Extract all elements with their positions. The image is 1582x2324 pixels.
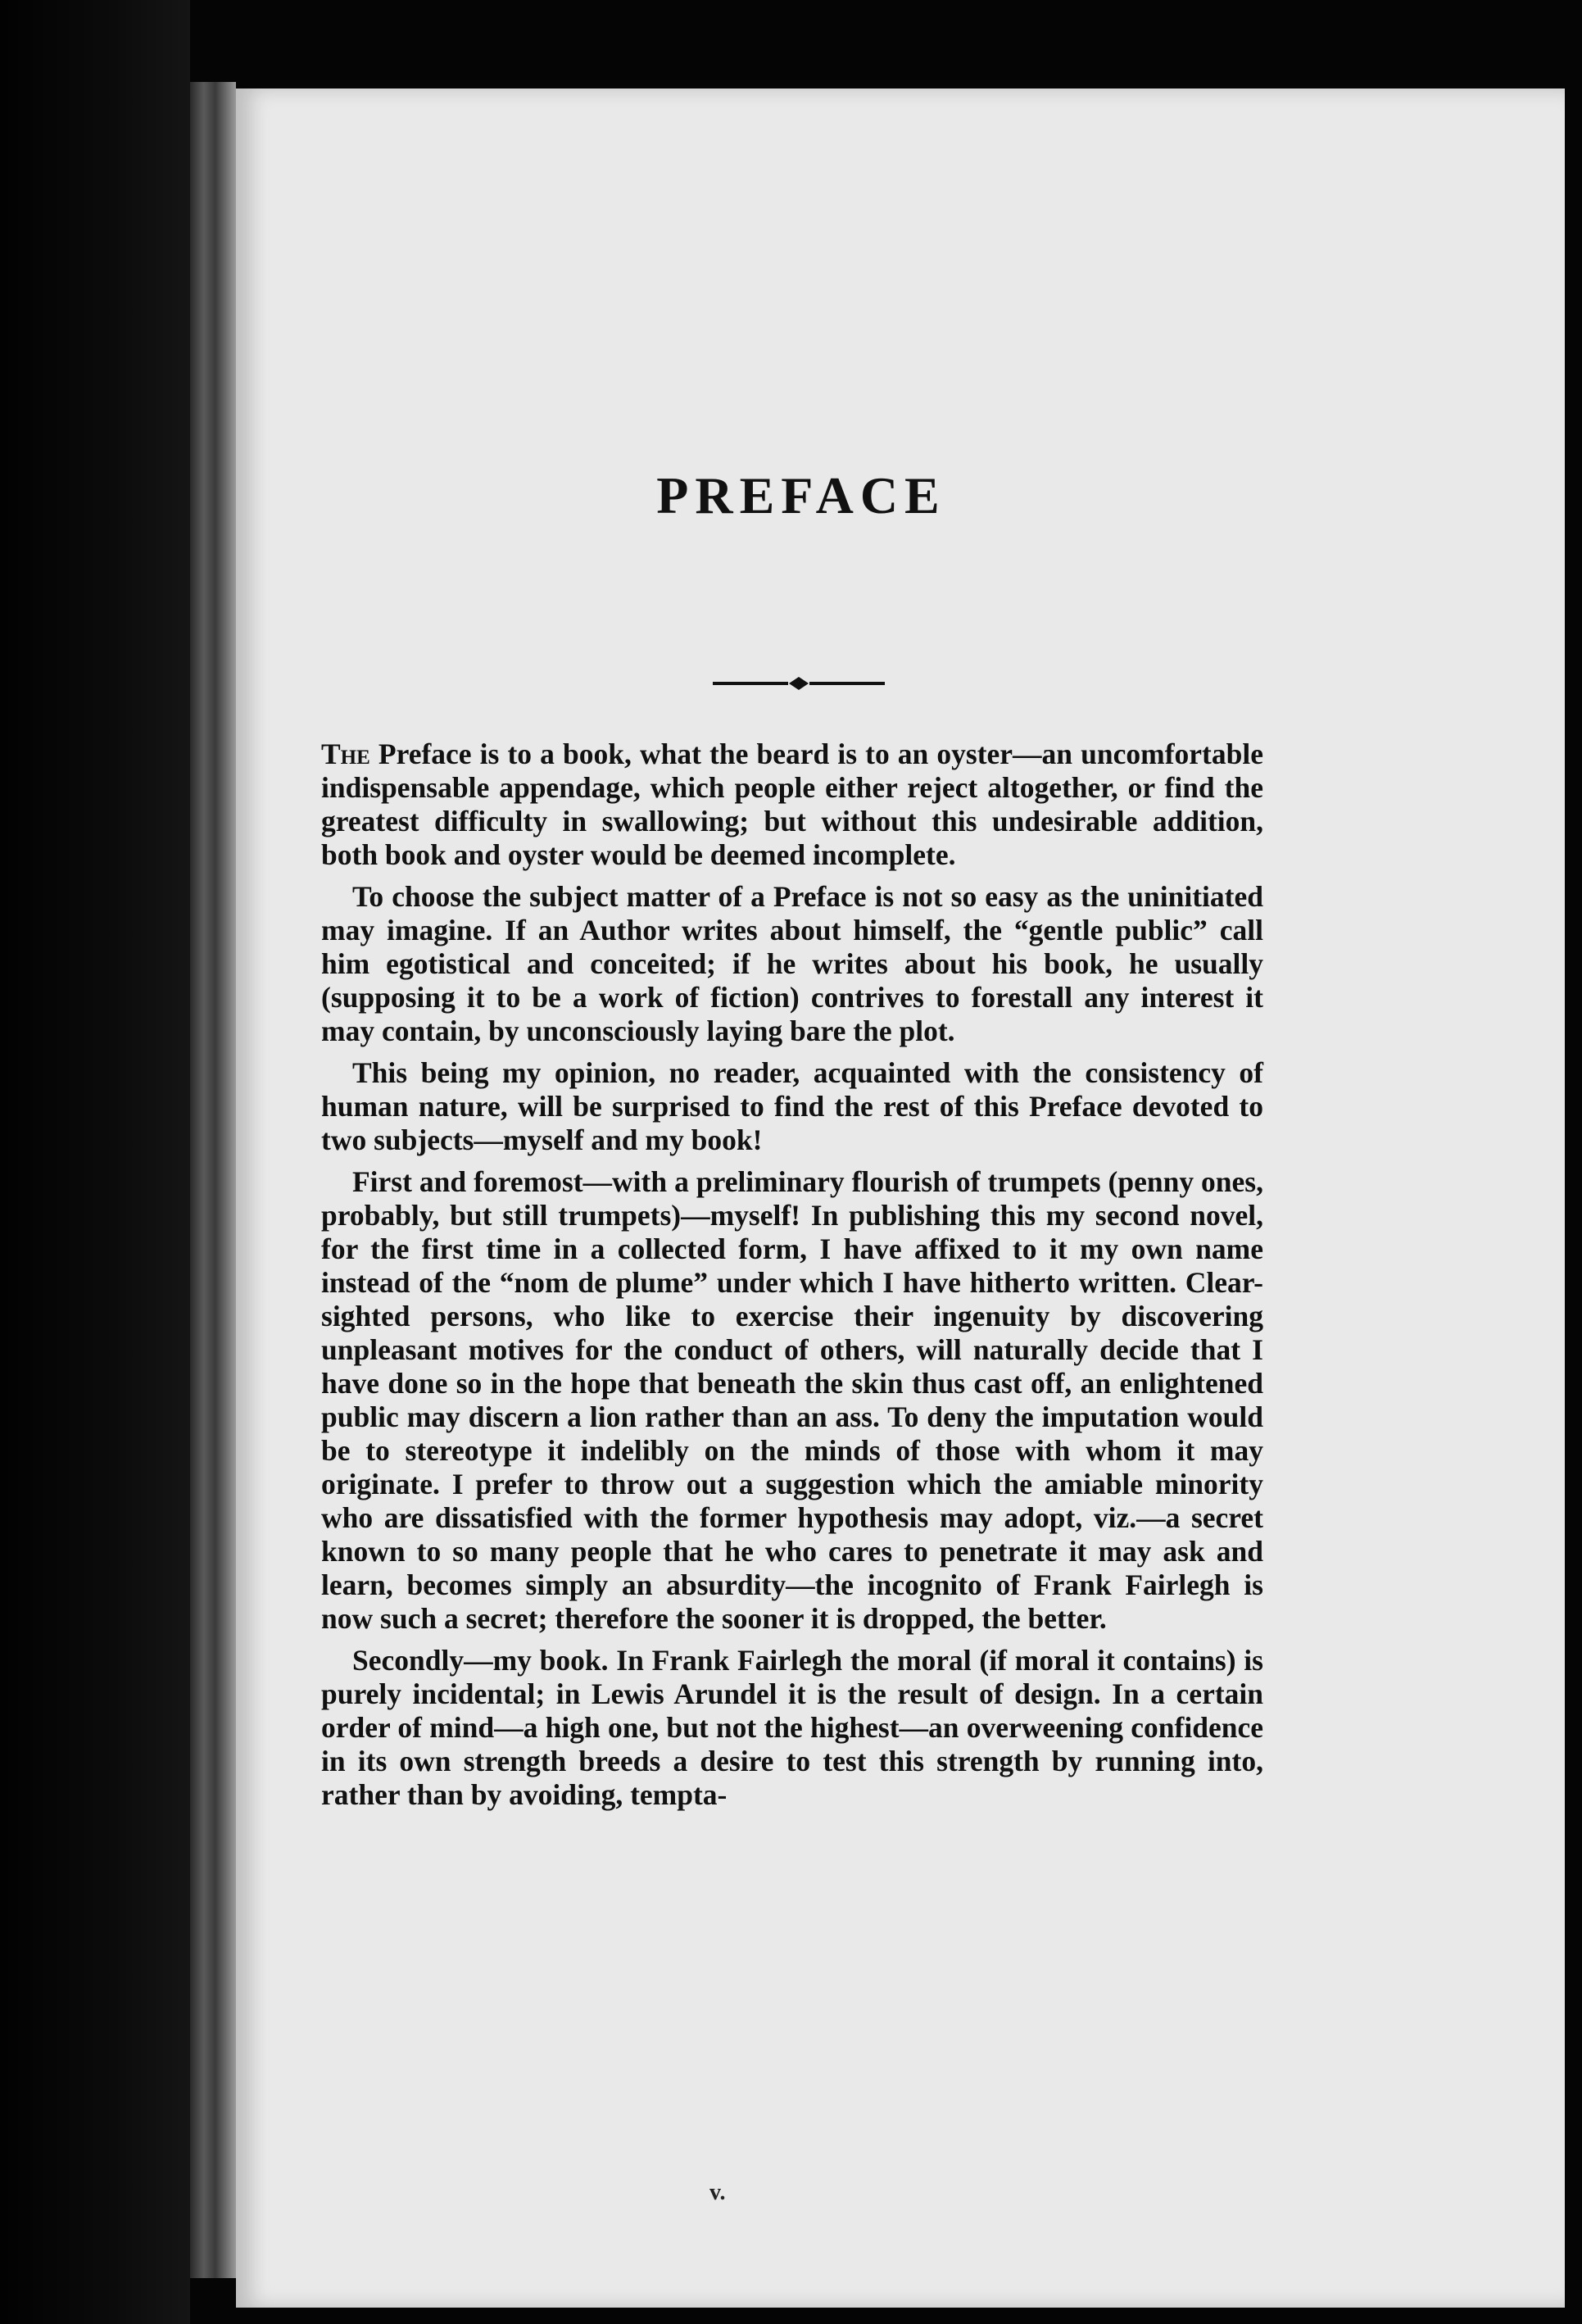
paragraph-1-text: Preface is to a book, what the beard is to an oyster—an uncomfortable indispensable appendage, which people either reject altogether, or find the greatest difficulty in swallowing; but without this undesirable addition, both book and oyster would be deemed incomplete. [321,738,1263,871]
paragraph-3: This being my opinion, no reader, acquainted with the consistency of human nature, will be surprised to find the rest of this Preface devoted to two subjects—myself and my book! [321,1056,1263,1156]
heading-container [318,465,1285,526]
preface-body [321,738,1263,1820]
page-gutter [190,82,236,2278]
opening-word: The [321,738,370,770]
paragraph-1 [321,738,1263,872]
paragraph-4: First and foremost—with a preliminary flourish of trumpets (penny ones, probably, but still trumpets)—myself! In publishing this my second novel, for the first time in a collected form, I have affixed to it my own name instead of the “nom de plume” under which I have hitherto written. Clear-sighted persons, who like to exercise their ingenuity by discovering unpleasant motives for the conduct of others, will naturally decide that I have done so in the hope that beneath the skin thus cast off, an enlightened public may discern a lion rather than an ass. To deny the imputation would be to stereotype it indelibly on the minds of those with whom it may originate. I prefer to throw out a suggestion which the amiable minority who are dissatisfied with the former hypothesis may adopt, viz.—a secret known to so many people that he who cares to penetrate it may ask and learn, becomes simply an absurdity—the incognito of Frank Fairlegh is now such a secret; therefore the sooner it is dropped, the better. [321,1165,1263,1635]
ornament-rule-icon [713,674,885,693]
paragraph-2: To choose the subject matter of a Preface is not so easy as the uninitiated may imagine. If an Author writes about himself, the “gentle public” call him egotistical and conceited; if he writes about his book, he usually (supposing it to be a work of fiction) contrives to forestall any interest it may contain, by unconsciously laying bare the plot. [321,880,1263,1047]
paragraph-5: Secondly—my book. In Frank Fairlegh the moral (if moral it contains) is purely incidental; in Lewis Arundel it is the result of design. In a certain order of mind—a high one, but not the highest—an overweening confidence in its own strength breeds a desire to test this strength by running into, rather than by avoiding, tempta- [321,1644,1263,1811]
page-title: PREFACE [656,466,946,524]
scan-border-top [190,0,1582,89]
page-number: v. [709,2180,726,2205]
book-spine [0,0,190,2324]
